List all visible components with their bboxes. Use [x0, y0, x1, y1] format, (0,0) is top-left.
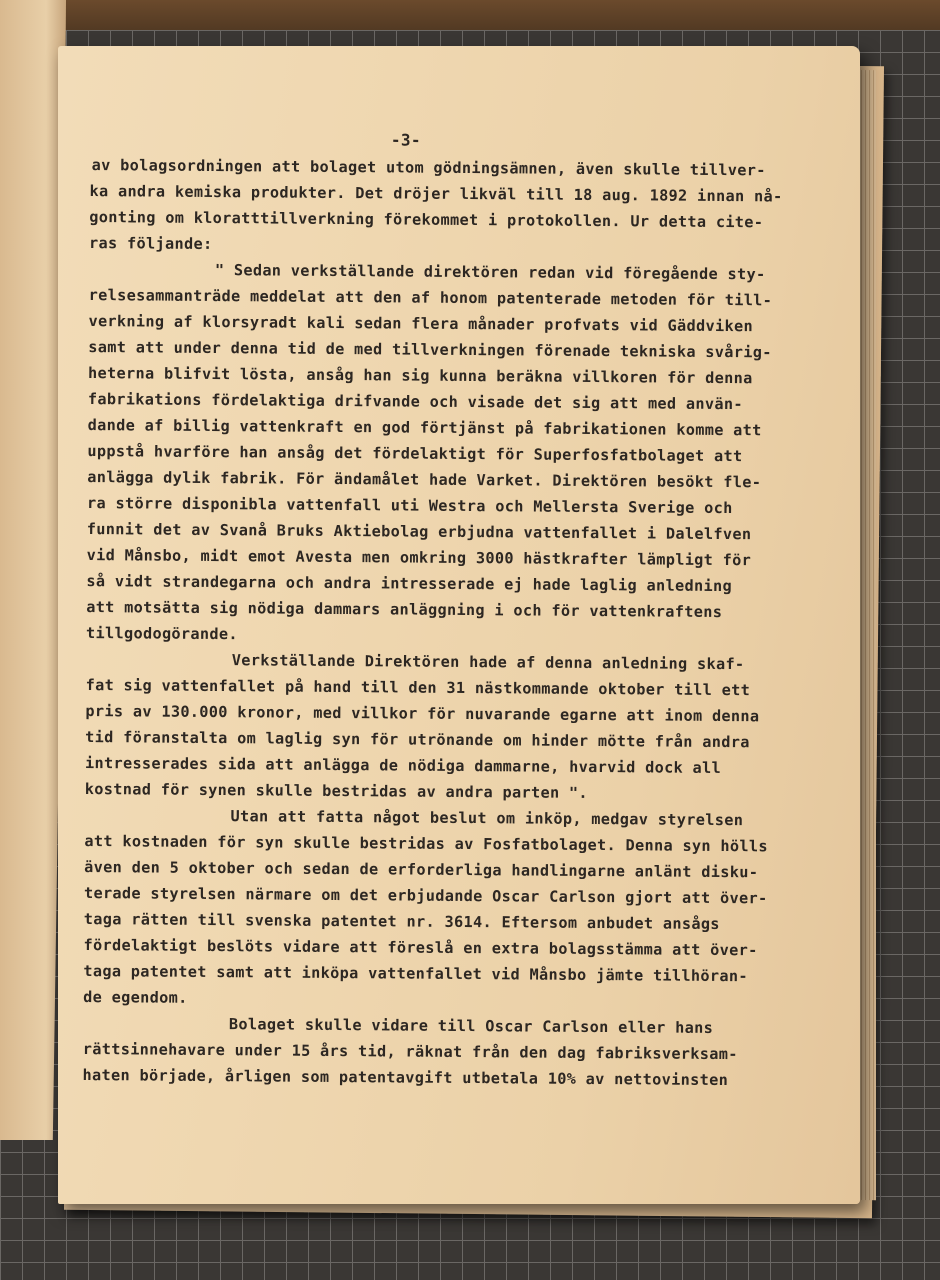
text-line: heterna blifvit lösta, ansåg han sig kunna beräkna villkoren för denna	[88, 364, 753, 388]
text-line: att kostnaden för syn skulle bestridas av Fosfatbolaget. Denna syn hölls	[84, 832, 768, 856]
text-line: terade styrelsen närmare om det erbjudande Oscar Carlson gjort att över-	[83, 884, 768, 908]
text-line: fabrikations fördelaktiga drifvande och visade det sig att med använ-	[87, 390, 743, 414]
text-line: " Sedan verkställande direktören redan vid föregående sty-	[214, 261, 766, 284]
text-line: dande af billig vattenkraft en god förtjänst på fabrikationen komme att	[87, 416, 762, 440]
text-line: tillgodogörande.	[85, 624, 239, 644]
text-line: samt att under denna tid de med tillverkningen förenade tekniska svårig-	[88, 338, 772, 362]
text-line: intresserades sida att anlägga de nödiga dammarne, hvarvid dock all	[84, 754, 722, 778]
text-line: relsesammanträde meddelat att den af honom patenterade metoden för till-	[88, 286, 773, 310]
text-line: Verkställande Direktören hade af denna anledning skaf-	[231, 651, 745, 674]
text-line: vid Månsbo, midt emot Avesta men omkring 3000 hästkrafter lämpligt för	[86, 546, 752, 570]
text-line: kostnad för synen skulle bestridas av andra parten ".	[84, 780, 589, 802]
text-line: funnit det av Svanå Bruks Aktiebolag erbjudna vattenfallet i Dalelfven	[86, 520, 752, 544]
text-line: Bolaget skulle vidare till Oscar Carlson eller hans	[228, 1015, 714, 1037]
text-line: verkning af klorsyradt kali sedan flera månader profvats vid Gäddviken	[88, 312, 754, 336]
text-line: haten började, årligen som patentavgift utbetala 10% av nettovinsten	[82, 1066, 729, 1090]
text-line: rättsinnehavare under 15 års tid, räknat från den dag fabriksverksam-	[82, 1040, 738, 1064]
text-line: uppstå hvarföre han ansåg det fördelaktigt för Superfosfatbolaget att	[87, 442, 743, 466]
text-line: Utan att fatta något beslut om inköp, medgav styrelsen	[230, 807, 744, 830]
text-line: gonting om kloratttillverkning förekommet i protokollen. Ur detta cite-	[89, 208, 764, 232]
text-line: fat sig vattenfallet på hand till den 31 nästkommande oktober till ett	[85, 676, 751, 700]
page-number: -3-	[390, 130, 421, 150]
text-line: taga rätten till svenska patentet nr. 3614. Eftersom anbudet ansågs	[83, 910, 720, 934]
text-line: ras följande:	[89, 234, 213, 253]
text-line: fördelaktigt beslöts vidare att föreslå en extra bolagsstämma att över-	[83, 936, 758, 960]
text-line: så vidt strandegarna och andra intresserade ej hade laglig anledning	[86, 572, 733, 596]
text-line: ka andra kemiska produkter. Det dröjer likväl till 18 aug. 1892 innan nå-	[89, 182, 783, 206]
text-line: tid föranstalta om laglig syn för utrönande om hinder mötte från andra	[85, 728, 750, 752]
text-line: att motsätta sig nödiga dammars anläggning i och för vattenkraftens	[86, 598, 723, 622]
text-line: även den 5 oktober och sedan de erforderliga handlingarne anlänt disku-	[84, 858, 759, 882]
text-line: ra större disponibla vattenfall uti Westra och Mellersta Sverige och	[86, 494, 733, 518]
text-line: av bolagsordningen att bolaget utom gödningsämnen, även skulle tillver-	[91, 156, 766, 180]
text-line: taga patentet samt att inköpa vattenfallet vid Månsbo jämte tillhöran-	[83, 962, 748, 986]
text-line: anlägga dylik fabrik. För ändamålet hade Varket. Direktören besökt fle-	[87, 468, 762, 492]
text-line: pris av 130.000 kronor, med villkor för nuvarande egarne att inom denna	[85, 702, 760, 726]
text-line: de egendom.	[83, 988, 188, 1007]
